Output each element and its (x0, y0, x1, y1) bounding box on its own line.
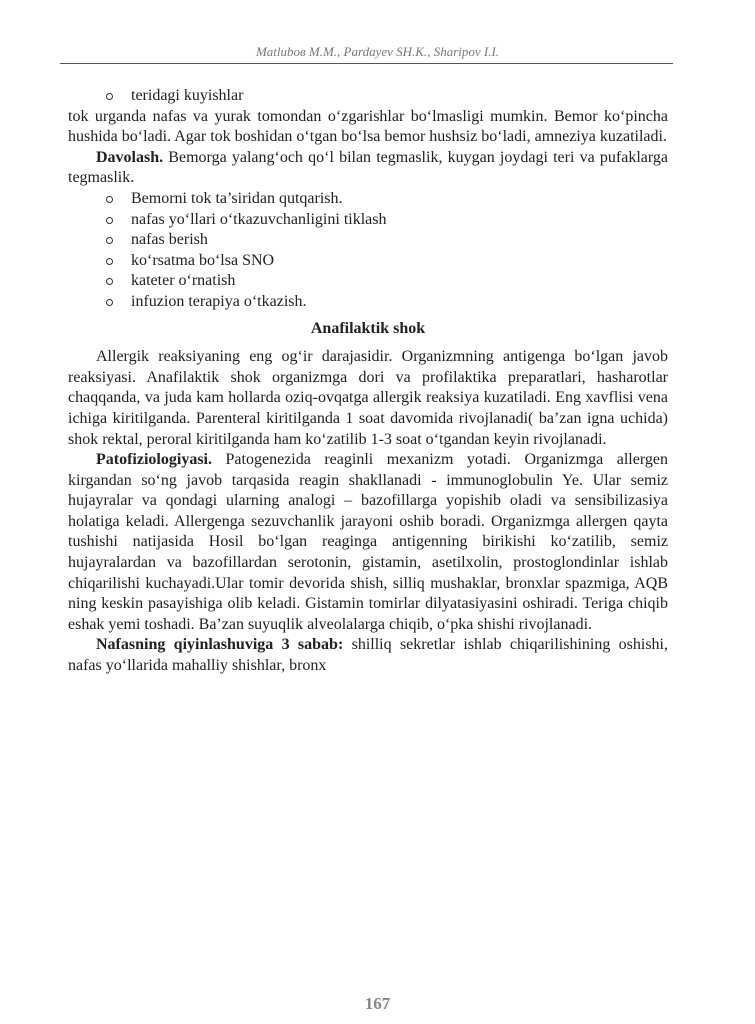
bullet-circle-icon (106, 258, 113, 265)
breathing-causes-label: Nafasning qiyinlashuviga 3 sabab: (96, 636, 344, 654)
davolash-text: Bemorga yalang‘och qo‘l bilan tegmaslik, kuygan joydagi teri va pufaklarga tegmaslik. (68, 148, 668, 187)
list-item: teridagi kuyishlar (106, 86, 668, 107)
page-content (68, 86, 668, 677)
paragraph-anaphylaxis-intro: Allergik reaksiyaning eng og‘ir darajasidir. Organizmning antigenga bo‘lgan javob reaksiyasi. Anafilaktik shok organizmga dori va profilaktika preparatlari, hasharotlar chaqqanda, va juda kam hollarda oziq-ovqatga allergik reaksiya kuzatiladi. Eng xavflisi vena ichiga kiritilganda. Parenteral kiritilganda 1 soat davomida rivojlanadi( ba’zan igna uchida) shok rektal, peroral kiritilganda ham ko‘zatilib 1-3 soat o‘tgandan keyin rivojlanadi. (68, 348, 668, 448)
davolash-label: Davolash. (96, 148, 164, 166)
bullet-circle-icon (106, 299, 113, 306)
list-item: Bemorni tok ta’siridan qutqarish. (106, 189, 668, 210)
top-bullet-list (68, 86, 668, 107)
treatment-bullet-list (68, 189, 668, 313)
list-item: ko‘rsatma bo‘lsa SNO (106, 251, 668, 272)
paragraph-pathophysiology (68, 450, 668, 635)
pathophysiology-text: Patogenezida reaginli mexanizm yotadi. Organizmga allergen kirgandan so‘ng javob tarqasida reagin shakllanadi - immunoglobulin Ye. Ular semiz hujayralar va qondagi ularning analogi – bazofillarga yopishib oladi va sensibilizasiya holatiga keladi. Allergenga sezuvchanlik jarayoni oshib boradi. Organizmga allergen qayta tushishi natijasida Hosil bo‘lgan reaginga antigenning birikishi ko‘zatilib, semiz hujayralardan va bazofillardan serotonin, gistamin, asetilxolin, prostoglondinlar ishlab chiqarilishi kuchayadi.Ular tomir devorida shish, silliq mushaklar, bronxlar spazmiga, AQB ning keskin pasayishiga olib keladi. Gistamin tomirlar dilyatasiyasini oshiradi. Teriga chiqib eshak yemi toshadi. Ba’zan suyuqlik alveolalarga chiqib, o‘pka shishi rivojlanadi. (68, 451, 668, 633)
pathophysiology-label: Patofiziologiyasi. (96, 451, 212, 469)
list-item: infuzion terapiya o‘tkazish. (106, 292, 668, 313)
list-item: nafas yo‘llari o‘tkazuvchanligini tiklash (106, 210, 668, 231)
bullet-circle-icon (106, 278, 113, 285)
header-rule (60, 63, 673, 64)
list-item: nafas berish (106, 230, 668, 251)
bullet-circle-icon (106, 217, 113, 224)
bullet-circle-icon (106, 237, 113, 244)
section-title: Anafilaktik shok (310, 319, 426, 337)
breathing-causes-text: shilliq sekretlar ishlab chiqarilishining oshishi, nafas yo‘llarida mahalliy shishlar, bronx (68, 636, 669, 675)
list-item: kateter o‘rnatish (106, 271, 668, 292)
running-header: Matluboв M.M., Pardayev SH.K., Sharipov I.I. (255, 44, 500, 59)
paragraph-electric-injury: tok urganda nafas va yurak tomondan o‘zgarishlar bo‘lmasligi mumkin. Bemor ko‘pincha hushida bo‘ladi. Agar tok boshidan o‘tgan bo‘lsa bemor hushsiz bo‘ladi, amneziya kuzatiladi. (68, 107, 668, 146)
page-number: 167 (364, 994, 391, 1013)
bullet-circle-icon (106, 93, 113, 100)
bullet-circle-icon (106, 196, 113, 203)
paragraph-breathing-causes (68, 635, 668, 676)
paragraph-davolash (68, 148, 668, 189)
